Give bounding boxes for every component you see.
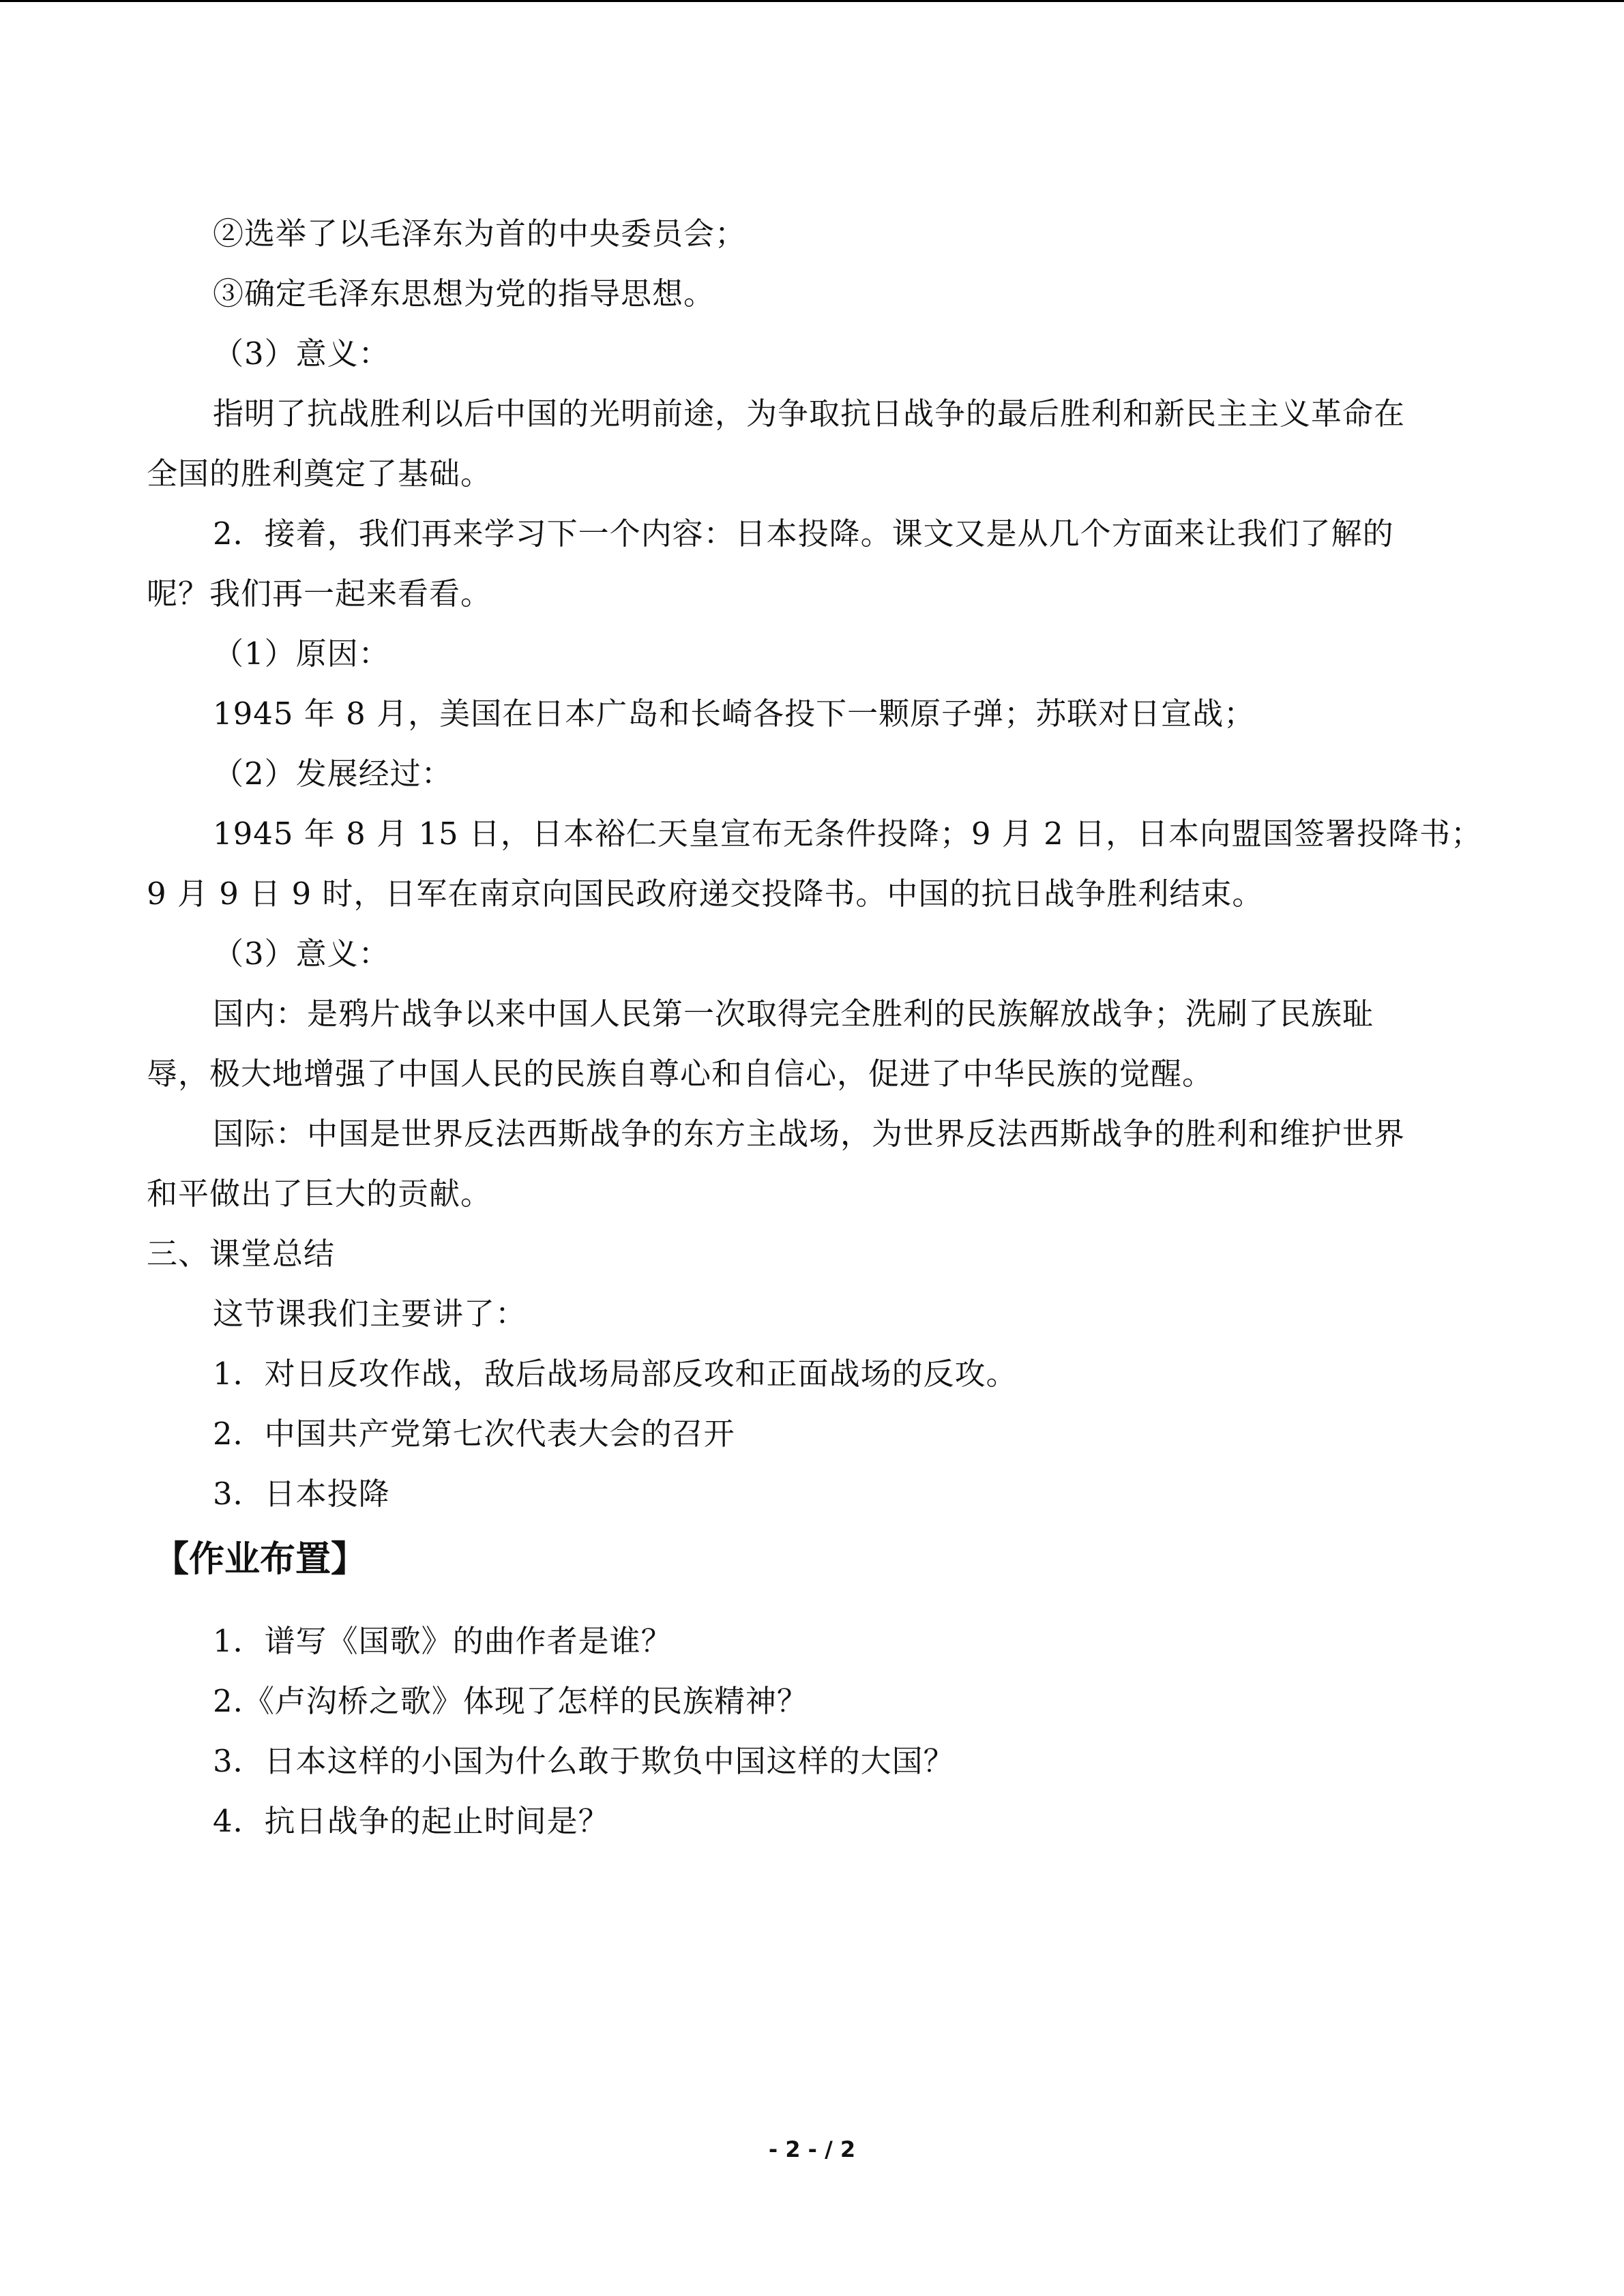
body-line: 9 月 9 日 9 时，日军在南京向国民政府递交投降书。中国的抗日战争胜利结束。 — [147, 876, 1264, 912]
body-line: 国际：中国是世界反法西斯战争的东方主战场，为世界反法西斯战争的胜利和维护世界 — [213, 1116, 1406, 1152]
homework-item: 4．抗日战争的起止时间是？ — [213, 1803, 610, 1839]
body-line: 1945 年 8 月 15 日，日本裕仁天皇宣布无条件投降；9 月 2 日，日本向盟国签署投降书； — [213, 816, 1483, 852]
page-number-footer: - 2 - / 2 — [768, 2136, 856, 2162]
body-line: ③确定毛泽东思想为党的指导思想。 — [213, 275, 715, 312]
homework-item: 1．谱写《国歌》的曲作者是谁？ — [213, 1623, 673, 1659]
list-item: 3．日本投降 — [213, 1476, 390, 1512]
body-line: 指明了抗战胜利以后中国的光明前途，为争取抗日战争的最后胜利和新民主主义革命在 — [213, 396, 1406, 432]
body-line: （3）意义： — [213, 336, 390, 372]
body-line: 呢？我们再一起来看看。 — [147, 576, 492, 612]
body-line: 全国的胜利奠定了基础。 — [147, 456, 492, 492]
body-line: 1945 年 8 月，美国在日本广岛和长崎各投下一颗原子弹；苏联对日宣战； — [213, 696, 1256, 732]
homework-heading: 【作业布置】 — [153, 1539, 367, 1580]
body-line: 国内：是鸦片战争以来中国人民第一次取得完全胜利的民族解放战争；洗刷了民族耻 — [213, 996, 1374, 1032]
body-line: 2．接着，我们再来学习下一个内容：日本投降。课文又是从几个方面来让我们了解的 — [213, 516, 1394, 552]
body-line: 这节课我们主要讲了： — [213, 1296, 527, 1332]
body-line: （2）发展经过： — [213, 756, 453, 792]
body-line: （3）意义： — [213, 936, 390, 972]
body-line: ②选举了以毛泽东为首的中央委员会； — [213, 215, 747, 252]
homework-item: 2.《卢沟桥之歌》体现了怎样的民族精神？ — [213, 1683, 808, 1719]
body-line: （1）原因： — [213, 636, 390, 672]
body-line: 辱，极大地增强了中国人民的民族自尊心和自信心，促进了中华民族的觉醒。 — [147, 1056, 1214, 1092]
homework-item: 3．日本这样的小国为什么敢于欺负中国这样的大国？ — [213, 1743, 955, 1779]
section-heading: 三、课堂总结 — [147, 1236, 336, 1272]
list-item: 1．对日反攻作战，敌后战场局部反攻和正面战场的反攻。 — [213, 1356, 1018, 1392]
list-item: 2．中国共产党第七次代表大会的召开 — [213, 1416, 735, 1452]
body-line: 和平做出了巨大的贡献。 — [147, 1176, 492, 1212]
